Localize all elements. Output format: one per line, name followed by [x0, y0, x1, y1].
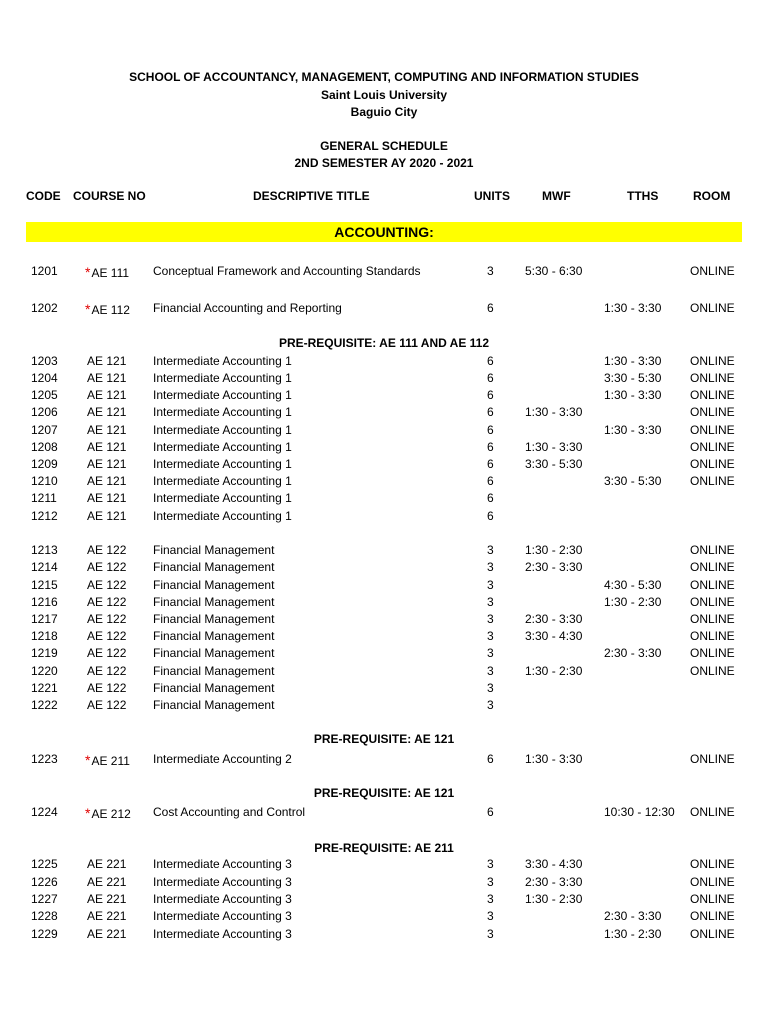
prerequisite-note: PRE-REQUISITE: AE 121: [313, 732, 455, 746]
descriptive-title: Intermediate Accounting 3: [153, 927, 292, 941]
schedule-title: GENERAL SCHEDULE: [320, 139, 448, 153]
descriptive-title: Financial Management: [153, 612, 275, 626]
mwf-schedule: 1:30 - 2:30: [525, 664, 583, 678]
units: 6: [487, 752, 494, 766]
course-number: [85, 301, 130, 317]
room: ONLINE: [690, 612, 735, 626]
room: ONLINE: [690, 892, 735, 906]
column-header-course-no: COURSE NO: [73, 189, 146, 203]
units: 3: [487, 264, 494, 278]
section-banner: [26, 222, 742, 242]
mwf-schedule: 1:30 - 3:30: [525, 440, 583, 454]
course-number: AE 121: [87, 491, 127, 505]
required-asterisk: *: [85, 805, 91, 821]
required-asterisk: *: [85, 301, 91, 317]
units: 6: [487, 388, 494, 402]
units: 3: [487, 578, 494, 592]
table-row: [0, 927, 768, 944]
table-row: [0, 509, 768, 526]
column-header-code: CODE: [26, 189, 61, 203]
room: ONLINE: [690, 805, 735, 819]
units: 3: [487, 927, 494, 941]
descriptive-title: Intermediate Accounting 3: [153, 875, 292, 889]
course-number: AE 122: [87, 629, 127, 643]
room: ONLINE: [690, 405, 735, 419]
course-code: 1225: [31, 857, 58, 871]
column-header-tths: TTHS: [627, 189, 659, 203]
tths-schedule: 1:30 - 2:30: [604, 927, 662, 941]
prerequisite-note: PRE-REQUISITE: AE 121: [313, 786, 455, 800]
course-number: AE 122: [87, 543, 127, 557]
course-code: 1227: [31, 892, 58, 906]
semester-label: 2ND SEMESTER AY 2020 - 2021: [294, 156, 474, 170]
tths-schedule: 3:30 - 5:30: [604, 371, 662, 385]
room: ONLINE: [690, 909, 735, 923]
tths-schedule: 1:30 - 3:30: [604, 301, 662, 315]
required-asterisk: *: [85, 264, 91, 280]
table-row: [0, 457, 768, 474]
table-row: [0, 752, 768, 769]
descriptive-title: Financial Management: [153, 664, 275, 678]
descriptive-title: Financial Management: [153, 629, 275, 643]
room: ONLINE: [690, 560, 735, 574]
descriptive-title: Financial Management: [153, 646, 275, 660]
mwf-schedule: 1:30 - 3:30: [525, 405, 583, 419]
units: 6: [487, 805, 494, 819]
descriptive-title: Intermediate Accounting 1: [153, 354, 292, 368]
descriptive-title: Financial Management: [153, 543, 275, 557]
course-code: 1202: [31, 301, 58, 315]
table-row: [0, 578, 768, 595]
mwf-schedule: 3:30 - 5:30: [525, 457, 583, 471]
course-number: [85, 805, 131, 821]
course-code: 1208: [31, 440, 58, 454]
mwf-schedule: 3:30 - 4:30: [525, 629, 583, 643]
descriptive-title: Intermediate Accounting 1: [153, 440, 292, 454]
table-row: [0, 371, 768, 388]
units: 3: [487, 612, 494, 626]
units: 6: [487, 491, 494, 505]
room: ONLINE: [690, 646, 735, 660]
tths-schedule: 4:30 - 5:30: [604, 578, 662, 592]
prerequisite-note: PRE-REQUISITE: AE 211: [314, 841, 454, 855]
units: 3: [487, 875, 494, 889]
course-code: 1210: [31, 474, 58, 488]
table-row: [0, 698, 768, 715]
units: 6: [487, 457, 494, 471]
descriptive-title: Financial Management: [153, 681, 275, 695]
course-number: AE 122: [87, 560, 127, 574]
table-row: [0, 612, 768, 629]
table-row: [0, 909, 768, 926]
course-number: AE 122: [87, 612, 127, 626]
descriptive-title: Intermediate Accounting 3: [153, 892, 292, 906]
units: 3: [487, 857, 494, 871]
table-row: [0, 388, 768, 405]
course-code: 1221: [31, 681, 58, 695]
course-number: AE 122: [87, 646, 127, 660]
table-row: [0, 875, 768, 892]
table-row: [0, 543, 768, 560]
course-number-text: AE 212: [91, 807, 131, 821]
descriptive-title: Conceptual Framework and Accounting Standards: [153, 264, 421, 278]
tths-schedule: 1:30 - 3:30: [604, 423, 662, 437]
table-row: [0, 423, 768, 440]
room: ONLINE: [690, 354, 735, 368]
descriptive-title: Cost Accounting and Control: [153, 805, 306, 819]
course-number: [85, 264, 129, 280]
room: ONLINE: [690, 752, 735, 766]
units: 3: [487, 681, 494, 695]
room: ONLINE: [690, 388, 735, 402]
course-number: AE 122: [87, 698, 127, 712]
course-number: AE 121: [87, 474, 127, 488]
course-number: AE 221: [87, 927, 127, 941]
table-row: [0, 440, 768, 457]
course-code: 1213: [31, 543, 58, 557]
descriptive-title: Intermediate Accounting 3: [153, 857, 292, 871]
course-number: AE 122: [87, 595, 127, 609]
units: 6: [487, 474, 494, 488]
course-number: AE 121: [87, 423, 127, 437]
descriptive-title: Financial Management: [153, 560, 275, 574]
prerequisite-note: PRE-REQUISITE: AE 111 AND AE 112: [278, 336, 490, 350]
mwf-schedule: 3:30 - 4:30: [525, 857, 583, 871]
units: 6: [487, 509, 494, 523]
course-code: 1224: [31, 805, 58, 819]
table-row: [0, 892, 768, 909]
units: 6: [487, 405, 494, 419]
descriptive-title: Intermediate Accounting 1: [153, 405, 292, 419]
course-number: AE 122: [87, 664, 127, 678]
course-code: 1215: [31, 578, 58, 592]
descriptive-title: Financial Management: [153, 698, 275, 712]
room: ONLINE: [690, 664, 735, 678]
course-number: AE 121: [87, 440, 127, 454]
units: 3: [487, 664, 494, 678]
course-number: AE 121: [87, 354, 127, 368]
table-row: [0, 354, 768, 371]
mwf-schedule: 5:30 - 6:30: [525, 264, 583, 278]
room: ONLINE: [690, 543, 735, 557]
course-code: 1220: [31, 664, 58, 678]
mwf-schedule: 1:30 - 3:30: [525, 752, 583, 766]
descriptive-title: Financial Management: [153, 595, 275, 609]
course-code: 1222: [31, 698, 58, 712]
table-row: [0, 805, 768, 822]
descriptive-title: Intermediate Accounting 1: [153, 423, 292, 437]
course-code: 1228: [31, 909, 58, 923]
mwf-schedule: 2:30 - 3:30: [525, 875, 583, 889]
table-row: [0, 595, 768, 612]
table-row: [0, 301, 768, 318]
tths-schedule: 1:30 - 2:30: [604, 595, 662, 609]
mwf-schedule: 1:30 - 2:30: [525, 543, 583, 557]
descriptive-title: Intermediate Accounting 1: [153, 371, 292, 385]
units: 3: [487, 646, 494, 660]
units: 3: [487, 892, 494, 906]
column-header-mwf: MWF: [542, 189, 571, 203]
units: 6: [487, 423, 494, 437]
mwf-schedule: 2:30 - 3:30: [525, 612, 583, 626]
school-name: SCHOOL OF ACCOUNTANCY, MANAGEMENT, COMPUTING AND INFORMATION STUDIES: [129, 70, 639, 84]
column-header-room: ROOM: [693, 189, 731, 203]
course-code: 1217: [31, 612, 58, 626]
course-code: 1203: [31, 354, 58, 368]
course-number: AE 121: [87, 509, 127, 523]
course-code: 1218: [31, 629, 58, 643]
units: 3: [487, 909, 494, 923]
descriptive-title: Intermediate Accounting 3: [153, 909, 292, 923]
room: ONLINE: [690, 301, 735, 315]
column-header-title: DESCRIPTIVE TITLE: [253, 189, 370, 203]
room: ONLINE: [690, 857, 735, 871]
room: ONLINE: [690, 578, 735, 592]
descriptive-title: Intermediate Accounting 1: [153, 491, 292, 505]
descriptive-title: Financial Accounting and Reporting: [153, 301, 342, 315]
table-row: [0, 474, 768, 491]
descriptive-title: Intermediate Accounting 2: [153, 752, 292, 766]
course-code: 1216: [31, 595, 58, 609]
units: 3: [487, 560, 494, 574]
course-number: [85, 752, 130, 768]
course-number-text: AE 211: [91, 754, 130, 768]
table-row: [0, 629, 768, 646]
room: ONLINE: [690, 423, 735, 437]
units: 3: [487, 543, 494, 557]
descriptive-title: Intermediate Accounting 1: [153, 509, 292, 523]
required-asterisk: *: [85, 752, 91, 768]
course-number: AE 221: [87, 857, 127, 871]
table-row: [0, 491, 768, 508]
descriptive-title: Financial Management: [153, 578, 275, 592]
table-row: [0, 664, 768, 681]
city-name: Baguio City: [350, 105, 418, 119]
descriptive-title: Intermediate Accounting 1: [153, 457, 292, 471]
room: ONLINE: [690, 457, 735, 471]
table-row: [0, 857, 768, 874]
descriptive-title: Intermediate Accounting 1: [153, 474, 292, 488]
course-code: 1207: [31, 423, 58, 437]
mwf-schedule: 1:30 - 2:30: [525, 892, 583, 906]
mwf-schedule: 2:30 - 3:30: [525, 560, 583, 574]
course-code: 1229: [31, 927, 58, 941]
course-number: AE 121: [87, 388, 127, 402]
table-row: [0, 560, 768, 577]
units: 3: [487, 595, 494, 609]
course-number: AE 221: [87, 875, 127, 889]
university-name: Saint Louis University: [320, 88, 448, 102]
course-code: 1204: [31, 371, 58, 385]
room: ONLINE: [690, 595, 735, 609]
course-code: 1212: [31, 509, 58, 523]
table-row: [0, 646, 768, 663]
course-number: AE 121: [87, 457, 127, 471]
room: ONLINE: [690, 264, 735, 278]
course-number: AE 122: [87, 578, 127, 592]
column-header-units: UNITS: [474, 189, 510, 203]
section-title: ACCOUNTING:: [334, 224, 434, 240]
tths-schedule: 1:30 - 3:30: [604, 354, 662, 368]
tths-schedule: 3:30 - 5:30: [604, 474, 662, 488]
course-number: AE 121: [87, 371, 127, 385]
tths-schedule: 2:30 - 3:30: [604, 909, 662, 923]
course-number-text: AE 112: [91, 303, 130, 317]
tths-schedule: 1:30 - 3:30: [604, 388, 662, 402]
room: ONLINE: [690, 371, 735, 385]
course-code: 1219: [31, 646, 58, 660]
table-row: [0, 405, 768, 422]
course-code: 1226: [31, 875, 58, 889]
room: ONLINE: [690, 629, 735, 643]
tths-schedule: 2:30 - 3:30: [604, 646, 662, 660]
course-code: 1209: [31, 457, 58, 471]
course-number: AE 122: [87, 681, 127, 695]
room: ONLINE: [690, 875, 735, 889]
course-code: 1214: [31, 560, 58, 574]
course-number: AE 221: [87, 909, 127, 923]
table-row: [0, 681, 768, 698]
descriptive-title: Intermediate Accounting 1: [153, 388, 292, 402]
units: 6: [487, 354, 494, 368]
room: ONLINE: [690, 927, 735, 941]
course-code: 1201: [31, 264, 58, 278]
table-row: [0, 264, 768, 281]
units: 3: [487, 629, 494, 643]
units: 6: [487, 301, 494, 315]
course-code: 1211: [31, 491, 57, 505]
units: 6: [487, 371, 494, 385]
room: ONLINE: [690, 440, 735, 454]
units: 3: [487, 698, 494, 712]
tths-schedule: 10:30 - 12:30: [604, 805, 675, 819]
room: ONLINE: [690, 474, 735, 488]
course-code: 1223: [31, 752, 58, 766]
course-code: 1206: [31, 405, 58, 419]
course-code: 1205: [31, 388, 58, 402]
course-number: AE 221: [87, 892, 127, 906]
course-number-text: AE 111: [91, 266, 130, 280]
units: 6: [487, 440, 494, 454]
course-number: AE 121: [87, 405, 127, 419]
